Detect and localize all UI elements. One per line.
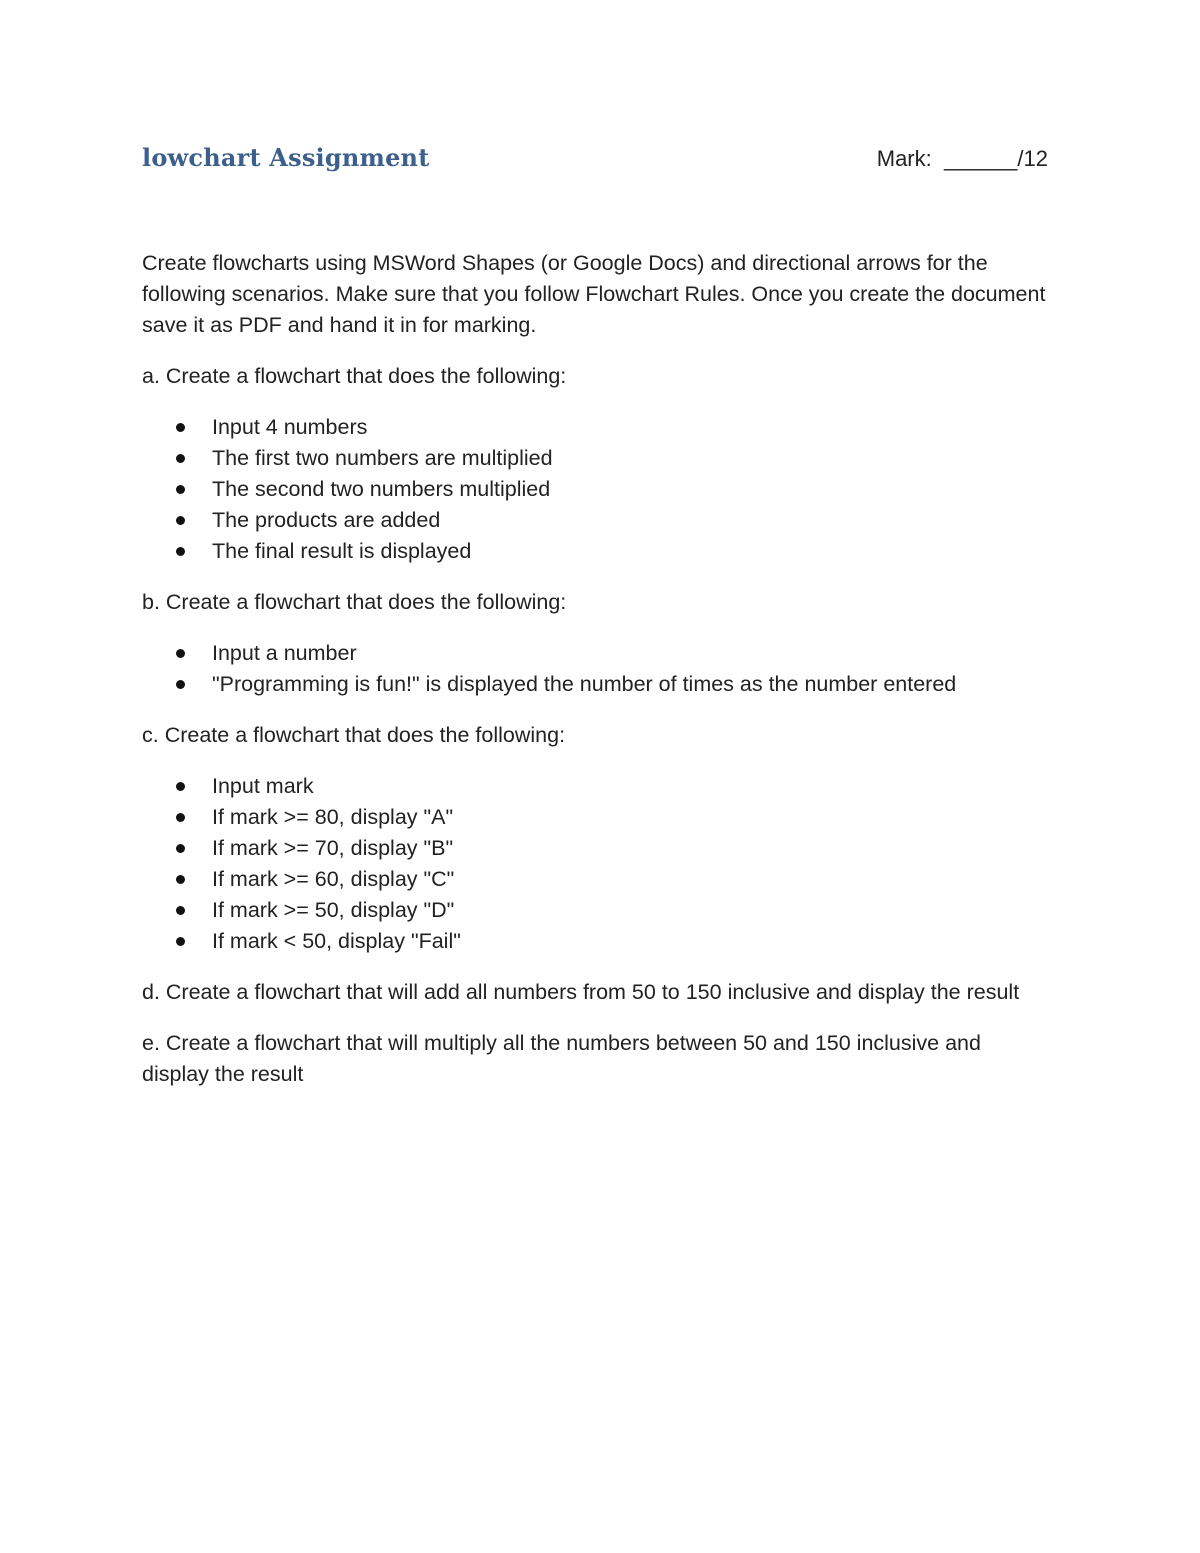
bullet-icon	[176, 680, 185, 689]
section-b-heading: b. Create a flowchart that does the following:	[142, 590, 567, 614]
bullet-icon	[176, 813, 185, 822]
section-d-paragraph: d. Create a flowchart that will add all numbers from 50 to 150 inclusive and display the result	[142, 980, 1020, 1004]
list-item	[142, 443, 1052, 474]
list-item-text: If mark >= 50, display "D"	[212, 898, 455, 922]
list-item	[142, 638, 1052, 669]
list-item-text: "Programming is fun!" is displayed the number of times as the number entered	[212, 672, 957, 696]
list-item	[142, 771, 1052, 802]
list-item	[142, 505, 1052, 536]
list-item-text: If mark >= 80, display "A"	[212, 805, 454, 829]
bullet-icon	[176, 782, 185, 791]
mark-field	[877, 143, 1048, 175]
section-a-heading: a. Create a flowchart that does the following:	[142, 364, 567, 388]
mark-blank: ______	[943, 146, 1018, 171]
list-item-text: The products are added	[212, 508, 441, 532]
list-item-text: The second two numbers multiplied	[212, 477, 551, 501]
section-e-paragraph: e. Create a flowchart that will multiply all the numbers between 50 and 150 inclusive and display the result	[142, 1031, 981, 1086]
bullet-icon	[176, 516, 185, 525]
list-item	[142, 474, 1052, 505]
intro-paragraph: Create flowcharts using MSWord Shapes (or Google Docs) and directional arrows for the following scenarios. Make sure that you follow Flowchart Rules. Once you create the document save it as PDF and hand it in for marking.	[142, 251, 1046, 337]
mark-label: Mark:	[876, 146, 932, 171]
list-item	[142, 669, 1052, 700]
list-item-text: Input 4 numbers	[212, 415, 368, 439]
section-b-list	[142, 638, 1052, 700]
bullet-icon	[176, 875, 185, 884]
list-item-text: The first two numbers are multiplied	[212, 446, 553, 470]
bullet-icon	[176, 547, 185, 556]
list-item-text: If mark >= 60, display "C"	[212, 867, 455, 891]
list-item	[142, 536, 1052, 567]
document-header	[142, 142, 1052, 182]
list-item-text: Input a number	[212, 641, 357, 665]
list-item	[142, 833, 1052, 864]
list-item	[142, 864, 1052, 895]
bullet-icon	[176, 937, 185, 946]
list-item	[142, 926, 1052, 957]
bullet-icon	[176, 649, 185, 658]
bullet-icon	[176, 454, 185, 463]
bullet-icon	[176, 844, 185, 853]
list-item	[142, 412, 1052, 443]
bullet-icon	[176, 423, 185, 432]
list-item-text: Input mark	[212, 774, 314, 798]
list-item	[142, 895, 1052, 926]
bullet-icon	[176, 485, 185, 494]
list-item-text: If mark >= 70, display "B"	[212, 836, 454, 860]
mark-total: /12	[1017, 146, 1048, 171]
document-body	[142, 248, 1052, 1110]
section-c-list	[142, 771, 1052, 957]
section-a-list	[142, 412, 1052, 567]
document-title: lowchart Assignment	[142, 143, 430, 172]
list-item-text: If mark < 50, display "Fail"	[212, 929, 461, 953]
bullet-icon	[176, 906, 185, 915]
list-item-text: The final result is displayed	[212, 539, 472, 563]
list-item	[142, 802, 1052, 833]
section-c-heading: c. Create a flowchart that does the following:	[142, 723, 566, 747]
